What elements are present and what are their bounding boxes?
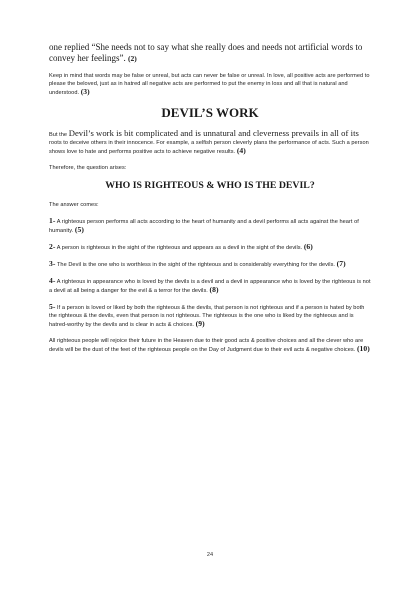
lead-text: one replied “She needs not to say what she really does and needs not artificial words to convey her feelings”. bbox=[49, 42, 363, 63]
list-item-number: 1- bbox=[49, 216, 56, 225]
list-item-text: A person is righteous in the sight of the righteous and appears as a devil in the sight of the devils. bbox=[56, 245, 303, 251]
list-item bbox=[49, 217, 371, 235]
paragraph-text: All righteous people will rejoice their future in the Heaven due to their good acts & positive choices and all the clever who are devils will be the dust of the feet of the righteous people on the Day of Judgment due to their evil acts & negative choices. bbox=[49, 338, 364, 353]
reference-marker: (3) bbox=[80, 87, 90, 96]
reference-marker: (4) bbox=[236, 146, 246, 155]
paragraph-text: But the bbox=[49, 132, 68, 138]
paragraph-closing bbox=[49, 337, 371, 354]
reference-marker: (9) bbox=[195, 319, 205, 328]
numbered-list bbox=[49, 217, 371, 329]
page-number: 24 bbox=[206, 552, 214, 558]
paragraph-text: Keep in mind that words may be false or unreal, but acts can never be false or unreal. In love, all positive acts are performed to please the beloved, just as in hatred all negative acts are performed to put the enemy in loss and all that is natural and understood. bbox=[49, 73, 370, 96]
list-item-text: A righteous in appearance who is loved by the devils is a devil and a devil in appearance who is loved by the righteous is not a devil at all being a danger for the evil & a terror for the devils. bbox=[49, 279, 371, 294]
paragraph-answer: The answer comes: bbox=[49, 202, 99, 208]
reference-marker: (8) bbox=[209, 285, 219, 294]
list-item bbox=[49, 243, 371, 252]
paragraph-words-and-acts bbox=[49, 72, 371, 97]
list-item-text: If a person is loved or liked by both the righteous & the devils, that person is not righteous and if a person is hated by both the righteous & the devils, even that person is not righteous. The righteous is the one who is liked by the righteous and is hatred-worthy by the devils and is clear in acts & choices. bbox=[49, 305, 365, 328]
list-item-number: 4- bbox=[49, 276, 56, 285]
reference-marker: (10) bbox=[356, 344, 370, 353]
list-item bbox=[49, 260, 371, 269]
list-item-number: 2- bbox=[49, 242, 56, 251]
paragraph-text: roots to deceive others in their innocence. For example, a selfish person cleverly plans the performance of acts. Such a person shows love to hate and performs positive acts to achieve negative results. bbox=[49, 140, 369, 155]
lead-paragraph bbox=[49, 42, 371, 64]
list-item bbox=[49, 277, 371, 295]
paragraph-text-large: Devil’s work is bit complicated and is unnatural and cleverness prevails in all of its bbox=[68, 128, 359, 138]
reference-marker: (7) bbox=[336, 259, 346, 268]
reference-marker: (6) bbox=[303, 242, 313, 251]
list-item-number: 5- bbox=[49, 302, 56, 311]
reference-marker: (5) bbox=[74, 225, 84, 234]
reference-marker: (2) bbox=[127, 54, 137, 63]
list-item-number: 3- bbox=[49, 259, 56, 268]
list-item-text: A righteous person performs all acts according to the heart of humanity and a devil performs all acts against the heart of humanity. bbox=[49, 219, 359, 234]
paragraph-devils-work bbox=[49, 129, 371, 156]
paragraph-question: Therefore, the question arises: bbox=[49, 165, 127, 171]
page-content bbox=[49, 42, 371, 362]
heading-who-is-righteous: WHO IS RIGHTEOUS & WHO IS THE DEVIL? bbox=[105, 180, 315, 191]
heading-devils-work: DEVIL’S WORK bbox=[161, 105, 259, 120]
list-item-text: The Devil is the one who is worthless in the sight of the righteous and is considerably everything for the devils. bbox=[56, 262, 336, 268]
list-item bbox=[49, 303, 371, 329]
